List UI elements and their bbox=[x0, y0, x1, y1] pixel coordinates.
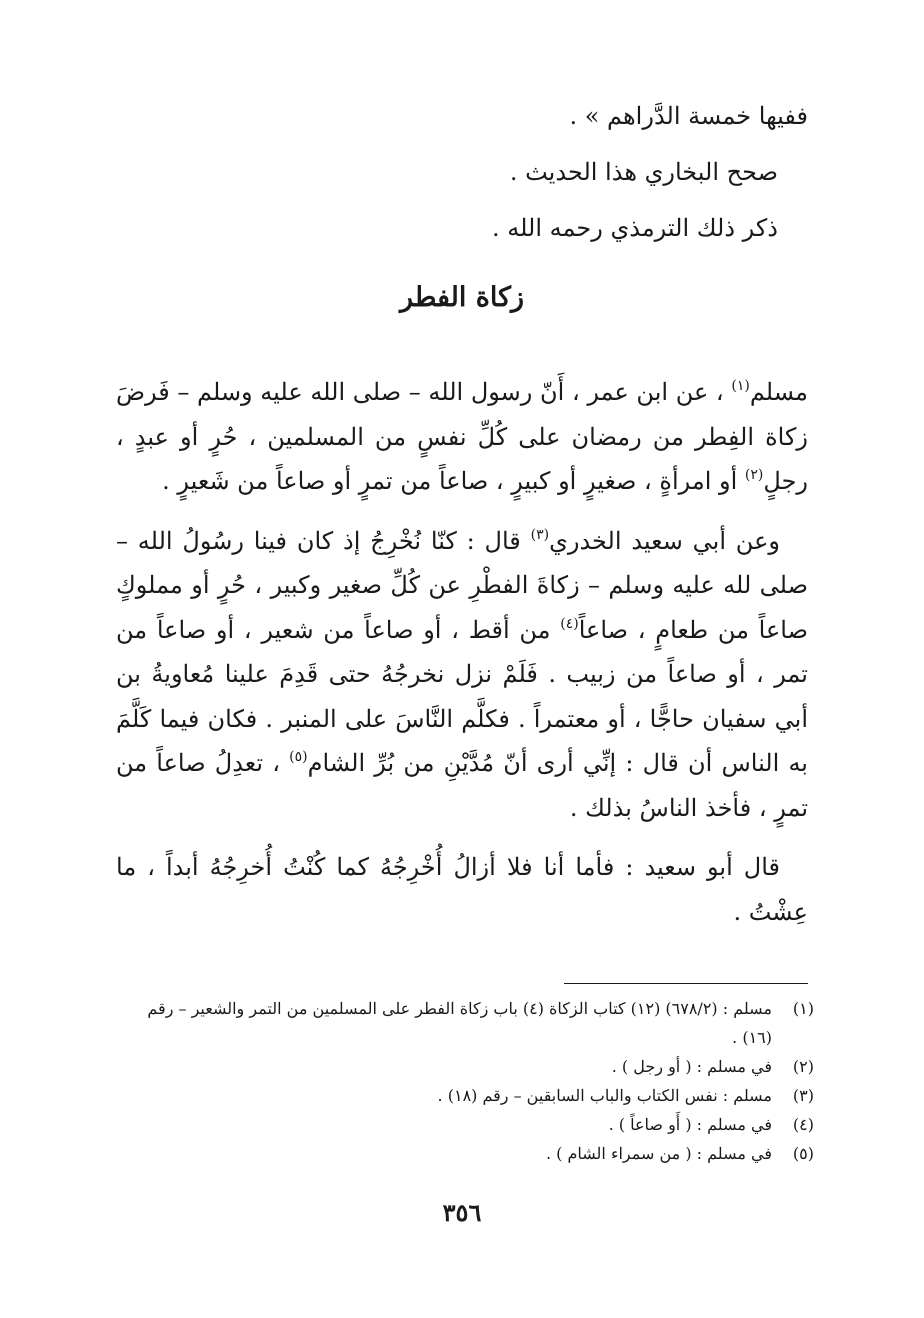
intro-lines bbox=[116, 88, 808, 256]
footnote-ref-1: (١) bbox=[731, 378, 750, 394]
footnote-2 bbox=[114, 1052, 814, 1081]
paragraph-1-part-3: أو امرأةٍ ، صغيرٍ أو كبيرٍ ، صاعاً من تمرٍ أو صاعاً من شَعيرٍ . bbox=[162, 467, 745, 495]
paragraph-3: قال أبو سعيد : فأما أنا فلا أزالُ أُخْرِجُهُ كما كُنْتُ أُخرِجُهُ أبداً ، ما عِشْتُ . bbox=[116, 853, 808, 926]
footnote-4 bbox=[114, 1110, 814, 1139]
paragraph-1 bbox=[116, 370, 808, 504]
page-number: ٣٥٦ bbox=[442, 1198, 482, 1227]
footnote-1 bbox=[114, 994, 814, 1052]
footnote-text: في مسلم : ( من سمراء الشام ) . bbox=[546, 1144, 772, 1163]
paragraph-1-part-2: ، عن ابن عمر ، أَنّ رسول الله – صلى الله عليه وسلم – فَرضَ زكاة الفِطر من رمضان على كُلِّ نفسٍ من المسلمين ، حُرٍ أو عبدٍ ، رجلٍ bbox=[116, 378, 808, 495]
intro-line-1: ففيها خمسة الدَّراهم » . bbox=[569, 102, 808, 130]
paragraph-1-part-1: مسلم bbox=[749, 378, 808, 406]
footnote-number: (٣) bbox=[792, 1086, 814, 1105]
paragraph-2-part-2: قال : كنّا نُخْرِجُ إذ كان فينا رسُولُ الله – صلى لله عليه وسلم – زكاةَ الفطْرِ عن كُلِّ صغير وكبير ، حُرٍ أو مملوكٍ صاعاً من طعامٍ ، صاعاً bbox=[116, 526, 808, 644]
footnote-number: (١) bbox=[792, 999, 814, 1018]
footnote-ref-4: (٤) bbox=[560, 615, 579, 632]
footnote-text: مسلم : (٦٧٨/٢) (١٢) كتاب الزكاة (٤) باب زكاة الفطر على المسلمين من التمر والشعير – رقم (١٦) . bbox=[147, 999, 772, 1047]
footnote-ref-3: (٣) bbox=[530, 526, 550, 543]
main-text bbox=[116, 370, 808, 949]
footnote-ref-2: (٢) bbox=[744, 467, 764, 483]
section-title: زكاة الفطر bbox=[399, 282, 525, 313]
footnote-text: في مسلم : ( أو رجل ) . bbox=[611, 1057, 772, 1076]
footnote-text: مسلم : نفس الكتاب والباب السابقين – رقم (١٨) . bbox=[437, 1086, 772, 1105]
paragraph-2-part-3: من أقط ، أو صاعاً من شعير ، أو صاعاً من تمر ، أو صاعاً من زبيب . فَلَمْ نزل نخرجُهُ حتى قَدِمَ علينا مُعاويةُ بن أبي سفيان حاجًّا ، أو معتمراً . فكلَّم النَّاسَ على المنبر . فكان فيما كَلَّمَ به الناس أن قال : إنِّي أرى أنّ مُدَّيْنِ من بُرِّ الشام bbox=[116, 615, 809, 777]
footnote-ref-5: (٥) bbox=[289, 749, 308, 765]
footnote-separator bbox=[564, 983, 808, 984]
paragraph-2-part-4: ، تعدِلُ صاعاً من تمرٍ ، فأخذ الناسُ بذلك . bbox=[116, 749, 808, 822]
paragraph-2 bbox=[116, 519, 808, 831]
footnote-number: (٤) bbox=[792, 1115, 814, 1134]
intro-line-3: ذكر ذلك الترمذي رحمه الله . bbox=[491, 214, 778, 242]
footnote-number: (٥) bbox=[792, 1144, 814, 1163]
footnote-number: (٢) bbox=[792, 1057, 814, 1076]
footnote-3 bbox=[114, 1081, 814, 1110]
intro-line-2: صحح البخاري هذا الحديث . bbox=[509, 158, 778, 186]
footnotes bbox=[114, 994, 814, 1168]
footnote-5 bbox=[114, 1139, 814, 1168]
footnote-text: في مسلم : ( أَو صاعاً ) . bbox=[608, 1115, 772, 1134]
paragraph-2-part-1: وعن أبي سعيد الخدري bbox=[549, 526, 780, 555]
